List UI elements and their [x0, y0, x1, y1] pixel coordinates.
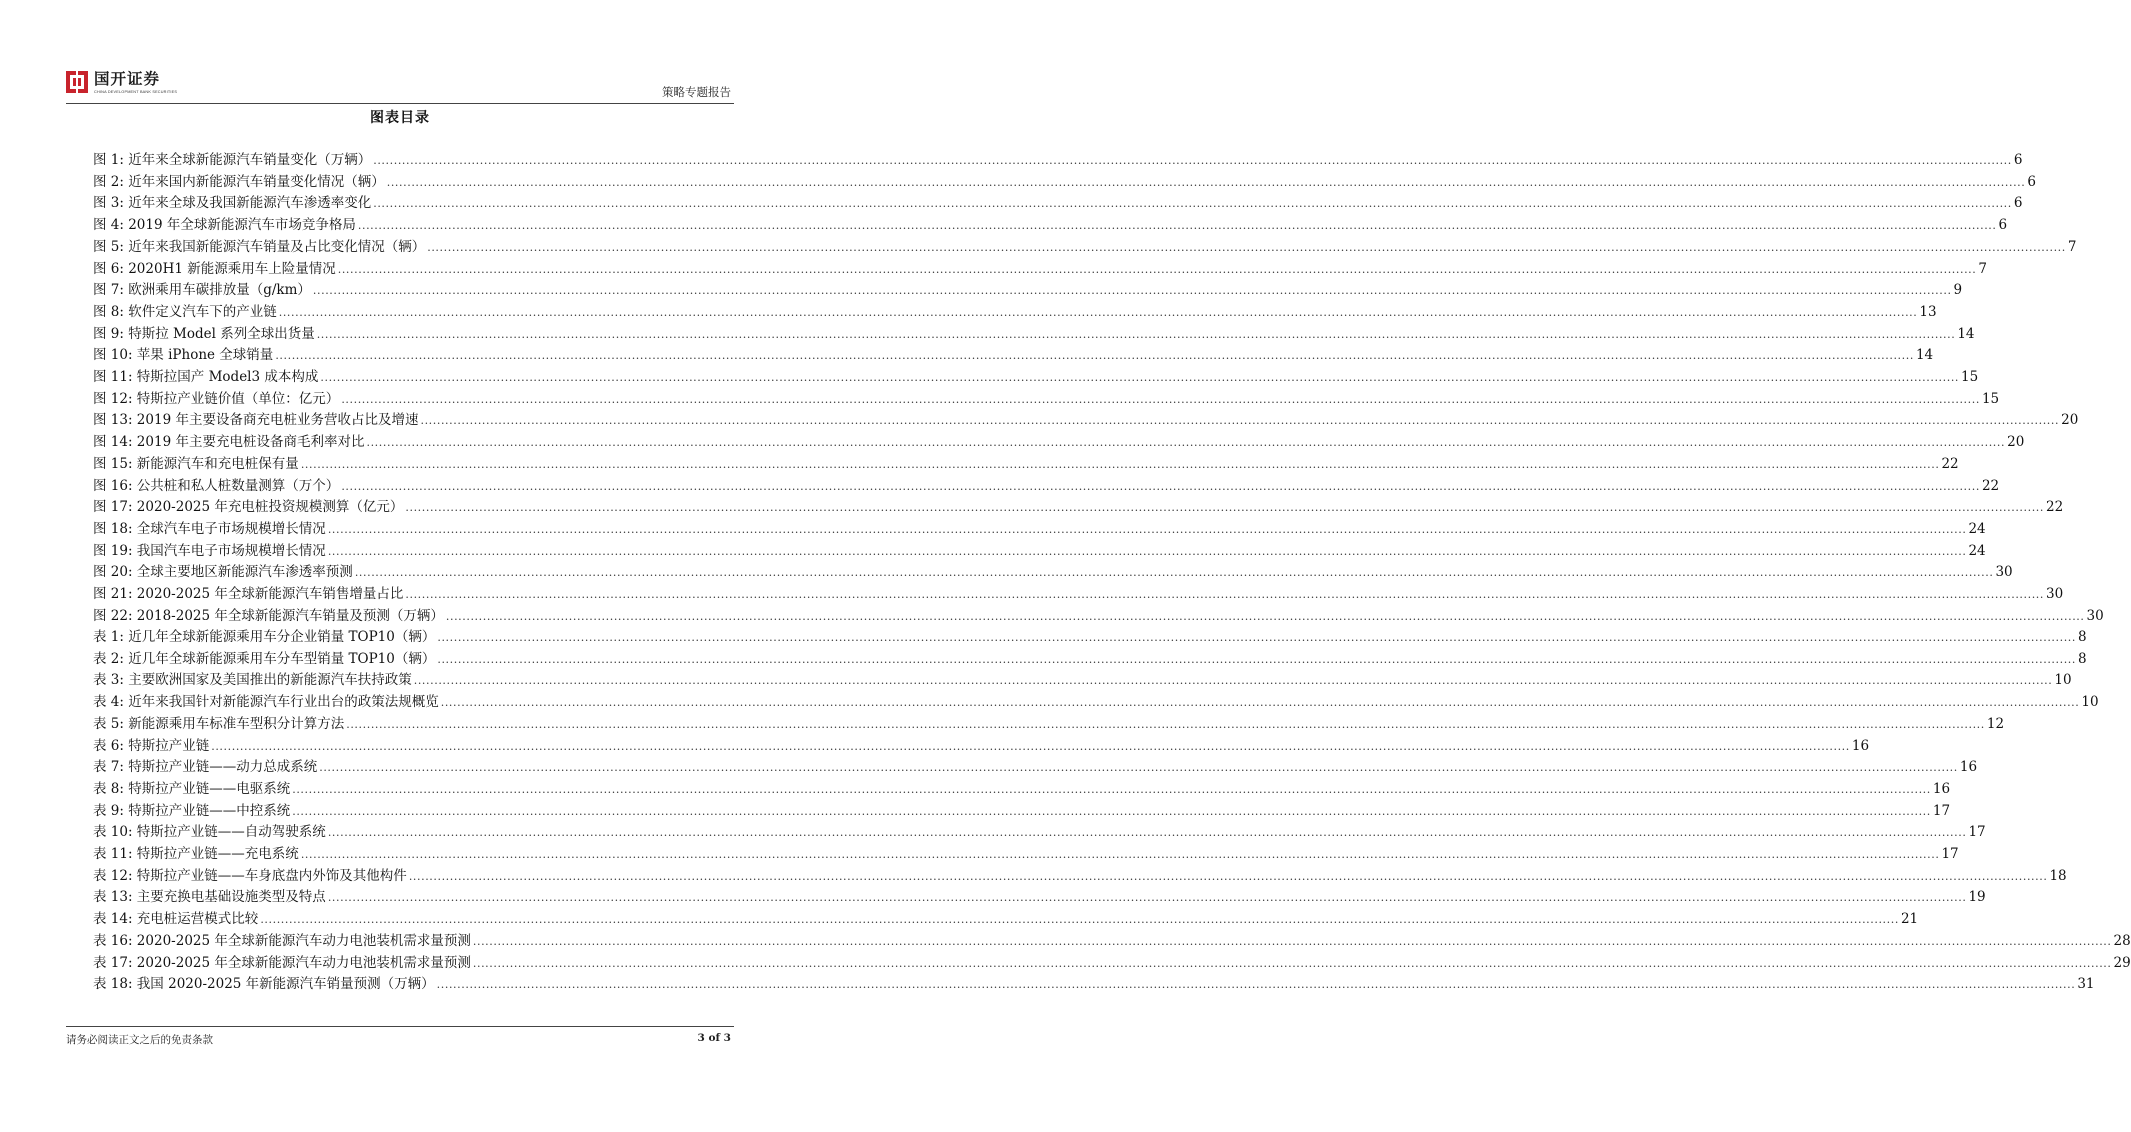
figure-entry-label: 图 1: 近年来全球新能源汽车销量变化（万辆） [93, 152, 372, 168]
leader-dots: ................................................................................................................................................................................................................................................................................................................................................................................................................ [312, 284, 1952, 298]
leader-dots: ................................................................................................................................................................................................................................................................................................................................................................................................................ [405, 588, 2045, 601]
leader-dots: ................................................................................................................................................................................................................................................................................................................................................................................................................ [373, 154, 2012, 167]
figure-entry-label: 图 2: 近年来国内新能源汽车销量变化情况（辆） [93, 173, 385, 190]
figure-entry[interactable] [93, 367, 1979, 388]
leader-dots: ................................................................................................................................................................................................................................................................................................................................................................................................................ [341, 479, 1980, 493]
figure-entry-page: 13 [1919, 303, 1937, 320]
leader-dots: ................................................................................................................................................................................................................................................................................................................................................................................................................ [319, 761, 1958, 775]
figure-entry[interactable] [93, 389, 2000, 410]
table-entry[interactable] [93, 692, 2099, 713]
figure-entry-label: 图 5: 近年来我国新能源汽车销量及占比变化情况（辆） [93, 238, 426, 255]
table-entry-label: 表 9: 特斯拉产业链——中控系统 [93, 802, 291, 819]
figure-entry-label: 图 20: 全球主要地区新能源汽车渗透率预测 [93, 564, 353, 581]
logo-mark-svg [66, 71, 88, 93]
table-entry-label: 表 6: 特斯拉产业链 [93, 737, 210, 754]
table-entry-label: 表 18: 我国 2020-2025 年新能源汽车销量预测（万辆） [93, 976, 435, 993]
leader-dots: ................................................................................................................................................................................................................................................................................................................................................................................................................ [440, 696, 2080, 710]
figure-entry-page: 6 [2013, 195, 2023, 212]
table-entry-label: 表 8: 特斯拉产业链——电驱系统 [93, 780, 291, 797]
figure-entry-page: 7 [1978, 260, 1987, 277]
figure-entry[interactable] [93, 410, 2079, 431]
table-entry[interactable] [93, 844, 1959, 865]
figure-entry-page: 24 [1968, 520, 1986, 537]
table-entry-page: 17 [1932, 802, 1951, 819]
leader-dots: ................................................................................................................................................................................................................................................................................................................................................................................................................ [327, 522, 1967, 536]
table-entry[interactable] [93, 887, 1986, 908]
leader-dots: ................................................................................................................................................................................................................................................................................................................................................................................................................ [354, 566, 1994, 580]
table-entry-page: 18 [2049, 867, 2067, 884]
leader-dots: ................................................................................................................................................................................................................................................................................................................................................................................................................ [327, 826, 1967, 840]
leader-dots: ................................................................................................................................................................................................................................................................................................................................................................................................................ [357, 219, 1997, 233]
table-entry-page: 8 [2078, 629, 2087, 645]
figure-entry-page: 15 [1981, 390, 2000, 407]
figure-entry-page: 22 [2046, 499, 2064, 516]
brand-subtitle: CHINA DEVELOPMENT BANK SECURITIES [94, 90, 178, 94]
table-entry[interactable] [93, 736, 1870, 757]
figure-entry-label: 图 8: 软件定义汽车下的产业链 [93, 303, 277, 320]
figure-entry-page: 22 [1941, 455, 1959, 472]
table-entry-page: 10 [2081, 694, 2099, 711]
leader-dots: ................................................................................................................................................................................................................................................................................................................................................................................................................ [316, 327, 1956, 341]
figure-entry[interactable] [93, 497, 2064, 518]
figure-entry-page: 14 [1915, 347, 1934, 364]
document-type: 策略专题报告 [662, 85, 731, 99]
figure-entry-label: 图 21: 2020-2025 年全球新能源汽车销售增量占比 [93, 586, 404, 602]
figure-entry[interactable] [93, 215, 2008, 236]
figure-entry-label: 图 10: 苹果 iPhone 全球销量 [93, 347, 274, 364]
table-entry-label: 表 17: 2020-2025 年全球新能源汽车动力电池装机需求量预测 [93, 954, 471, 971]
table-entry-label: 表 11: 特斯拉产业链——充电系统 [93, 846, 299, 862]
leader-dots: ................................................................................................................................................................................................................................................................................................................................................................................................................ [405, 501, 2045, 515]
table-entry-label: 表 16: 2020-2025 年全球新能源汽车动力电池装机需求量预测 [93, 932, 471, 949]
figure-entry[interactable] [93, 454, 1959, 475]
figure-entry[interactable] [93, 324, 1975, 345]
table-entry-page: 12 [1986, 715, 2005, 732]
figure-entry[interactable] [93, 562, 2013, 583]
figure-entry[interactable] [93, 172, 2036, 193]
leader-dots: ................................................................................................................................................................................................................................................................................................................................................................................................................ [211, 739, 1850, 753]
leader-dots: ................................................................................................................................................................................................................................................................................................................................................................................................................ [346, 717, 1985, 731]
table-entry-label: 表 12: 特斯拉产业链——车身底盘内外饰及其他构件 [93, 867, 407, 884]
leader-dots: ................................................................................................................................................................................................................................................................................................................................................................................................................ [436, 978, 2076, 992]
figure-entry-page: 6 [2013, 152, 2023, 168]
table-entry-page: 8 [2078, 650, 2087, 667]
leader-dots: ................................................................................................................................................................................................................................................................................................................................................................................................................ [292, 782, 1931, 796]
leader-dots: ................................................................................................................................................................................................................................................................................................................................................................................................................ [420, 414, 2060, 428]
leader-dots: ................................................................................................................................................................................................................................................................................................................................................................................................................ [327, 544, 1967, 558]
figure-entry-label: 图 13: 2019 年主要设备商充电桩业务营收占比及增速 [93, 412, 419, 429]
table-entry-page: 10 [2054, 672, 2072, 689]
leader-dots: ................................................................................................................................................................................................................................................................................................................................................................................................................ [275, 349, 1914, 363]
table-entry[interactable] [93, 822, 1986, 843]
leader-dots: ................................................................................................................................................................................................................................................................................................................................................................................................................ [337, 262, 1977, 276]
leader-dots: ................................................................................................................................................................................................................................................................................................................................................................................................................ [427, 240, 2066, 254]
leader-dots: ................................................................................................................................................................................................................................................................................................................................................................................................................ [408, 869, 2048, 883]
figure-entry-page: 24 [1968, 542, 1986, 559]
figure-entry[interactable] [93, 280, 1963, 301]
table-entry-label: 表 3: 主要欧洲国家及美国推出的新能源汽车扶持政策 [93, 672, 412, 689]
figure-entry-page: 22 [1981, 477, 2000, 494]
figure-entry-label: 图 18: 全球汽车电子市场规模增长情况 [93, 520, 326, 537]
header-divider [66, 103, 734, 104]
brand-name: 国开证券 [94, 70, 161, 88]
figure-entry-label: 图 15: 新能源汽车和充电桩保有量 [93, 455, 299, 472]
table-entry[interactable] [93, 909, 1919, 930]
table-entry[interactable] [93, 670, 2072, 691]
figure-entry-page: 7 [2067, 238, 2077, 255]
table-entry[interactable] [93, 627, 2087, 648]
toc-title: 图表目录 [370, 110, 430, 126]
table-entry-page: 28 [2113, 932, 2131, 949]
figure-entry-label: 图 22: 2018-2025 年全球新能源汽车销量及预测（万辆） [93, 607, 444, 624]
table-entry[interactable] [93, 801, 1951, 822]
figure-entry[interactable] [93, 302, 1937, 323]
figure-entry-label: 图 14: 2019 年主要充电桩设备商毛利率对比 [93, 434, 365, 451]
figure-entry-page: 14 [1957, 325, 1975, 342]
figure-entry-label: 图 3: 近年来全球及我国新能源汽车渗透率变化 [93, 195, 372, 212]
table-entry-page: 29 [2113, 954, 2131, 971]
figure-entry-label: 图 16: 公共桩和私人桩数量测算（万个） [93, 477, 340, 494]
figure-entry[interactable] [93, 237, 2077, 258]
figure-entry-label: 图 6: 2020H1 新能源乘用车上险量情况 [93, 260, 336, 277]
footer-divider [66, 1026, 734, 1027]
table-entry-label: 表 10: 特斯拉产业链——自动驾驶系统 [93, 824, 326, 841]
table-entry[interactable] [93, 757, 1978, 778]
leader-dots: ................................................................................................................................................................................................................................................................................................................................................................................................................ [278, 305, 1918, 319]
table-entry-page: 16 [1959, 759, 1978, 776]
figure-entry-page: 30 [2086, 607, 2104, 624]
table-entry-label: 表 2: 近几年全球新能源乘用车分车型销量 TOP10（辆） [93, 650, 436, 667]
table-entry[interactable] [93, 649, 2087, 670]
figure-entry-label: 图 4: 2019 年全球新能源汽车市场竞争格局 [93, 217, 356, 234]
table-entry-label: 表 14: 充电桩运营模式比较 [93, 911, 259, 928]
leader-dots: ................................................................................................................................................................................................................................................................................................................................................................................................................ [437, 652, 2076, 666]
leader-dots: ................................................................................................................................................................................................................................................................................................................................................................................................................ [366, 436, 2006, 450]
company-logo [66, 70, 178, 97]
table-entry-label: 表 5: 新能源乘用车标准车型积分计算方法 [93, 715, 345, 732]
figure-entry-label: 图 11: 特斯拉国产 Model3 成本构成 [93, 369, 319, 385]
leader-dots: ................................................................................................................................................................................................................................................................................................................................................................................................................ [260, 913, 1899, 927]
leader-dots: ................................................................................................................................................................................................................................................................................................................................................................................................................ [300, 457, 1940, 471]
table-entry[interactable] [93, 714, 2005, 735]
table-entry-label: 表 1: 近几年全球新能源乘用车分企业销量 TOP10（辆） [93, 629, 436, 645]
leader-dots: ................................................................................................................................................................................................................................................................................................................................................................................................................ [413, 674, 2053, 688]
figure-entry-page: 15 [1961, 369, 1979, 385]
table-entry-label: 表 4: 近年来我国针对新能源汽车行业出台的政策法规概览 [93, 694, 439, 711]
disclaimer-notice: 请务必阅读正文之后的免责条款 [66, 1034, 213, 1046]
figure-entry-label: 图 19: 我国汽车电子市场规模增长情况 [93, 542, 326, 559]
figure-entry-page: 20 [2061, 412, 2079, 429]
figure-entry-label: 图 12: 特斯拉产业链价值（单位：亿元） [93, 390, 340, 407]
table-entry-page: 21 [1900, 911, 1919, 928]
logo-mark-icon [66, 71, 88, 93]
figure-entry[interactable] [93, 606, 2104, 627]
figure-entry[interactable] [93, 541, 1986, 562]
leader-dots: ................................................................................................................................................................................................................................................................................................................................................................................................................ [472, 934, 2112, 948]
leader-dots: ................................................................................................................................................................................................................................................................................................................................................................................................................ [292, 804, 1931, 818]
table-entry-label: 表 13: 主要充换电基础设施类型及特点 [93, 889, 326, 906]
figure-entry[interactable] [93, 193, 2023, 214]
table-entry[interactable] [93, 931, 2131, 952]
leader-dots: ................................................................................................................................................................................................................................................................................................................................................................................................................ [373, 197, 2012, 211]
figure-entry[interactable] [93, 259, 1987, 280]
leader-dots: ................................................................................................................................................................................................................................................................................................................................................................................................................ [386, 175, 2026, 189]
figure-entry-page: 20 [2007, 434, 2025, 451]
leader-dots: ................................................................................................................................................................................................................................................................................................................................................................................................................ [445, 609, 2085, 623]
table-entry-page: 17 [1941, 846, 1959, 862]
table-entry[interactable] [93, 779, 1951, 800]
figure-entry-page: 6 [1998, 217, 2008, 234]
leader-dots: ................................................................................................................................................................................................................................................................................................................................................................................................................ [341, 392, 1980, 406]
table-entry[interactable] [93, 974, 2095, 995]
table-entry[interactable] [93, 953, 2131, 974]
page-indicator: 3 of 3 [697, 1032, 731, 1044]
leader-dots: ................................................................................................................................................................................................................................................................................................................................................................................................................ [437, 631, 2076, 644]
leader-dots: ................................................................................................................................................................................................................................................................................................................................................................................................................ [320, 371, 1960, 384]
figure-entry[interactable] [93, 519, 1986, 540]
figure-entry-page: 9 [1953, 282, 1963, 299]
table-entry-page: 19 [1968, 889, 1986, 906]
leader-dots: ................................................................................................................................................................................................................................................................................................................................................................................................................ [327, 891, 1967, 905]
figure-entry[interactable] [93, 476, 2000, 497]
figure-entry[interactable] [93, 584, 2064, 605]
table-entry-label: 表 7: 特斯拉产业链——动力总成系统 [93, 759, 318, 776]
leader-dots: ................................................................................................................................................................................................................................................................................................................................................................................................................ [300, 848, 1940, 861]
table-entry-page: 16 [1932, 780, 1951, 797]
figure-entry-page: 30 [1995, 564, 2013, 581]
figure-entry-label: 图 7: 欧洲乘用车碳排放量（g/km） [93, 282, 311, 299]
table-entry-page: 16 [1851, 737, 1870, 754]
table-entry-page: 31 [2077, 976, 2095, 993]
leader-dots: ................................................................................................................................................................................................................................................................................................................................................................................................................ [472, 956, 2112, 970]
figure-entry-page: 30 [2046, 586, 2064, 602]
figure-entry-label: 图 17: 2020-2025 年充电桩投资规模测算（亿元） [93, 499, 404, 516]
figure-entry-label: 图 9: 特斯拉 Model 系列全球出货量 [93, 325, 315, 342]
figure-entry[interactable] [93, 345, 1934, 366]
table-entry[interactable] [93, 866, 2067, 887]
figure-entry-page: 6 [2027, 173, 2036, 190]
figure-entry[interactable] [93, 432, 2025, 453]
table-entry-page: 17 [1968, 824, 1986, 841]
figure-entry[interactable] [93, 150, 2023, 171]
